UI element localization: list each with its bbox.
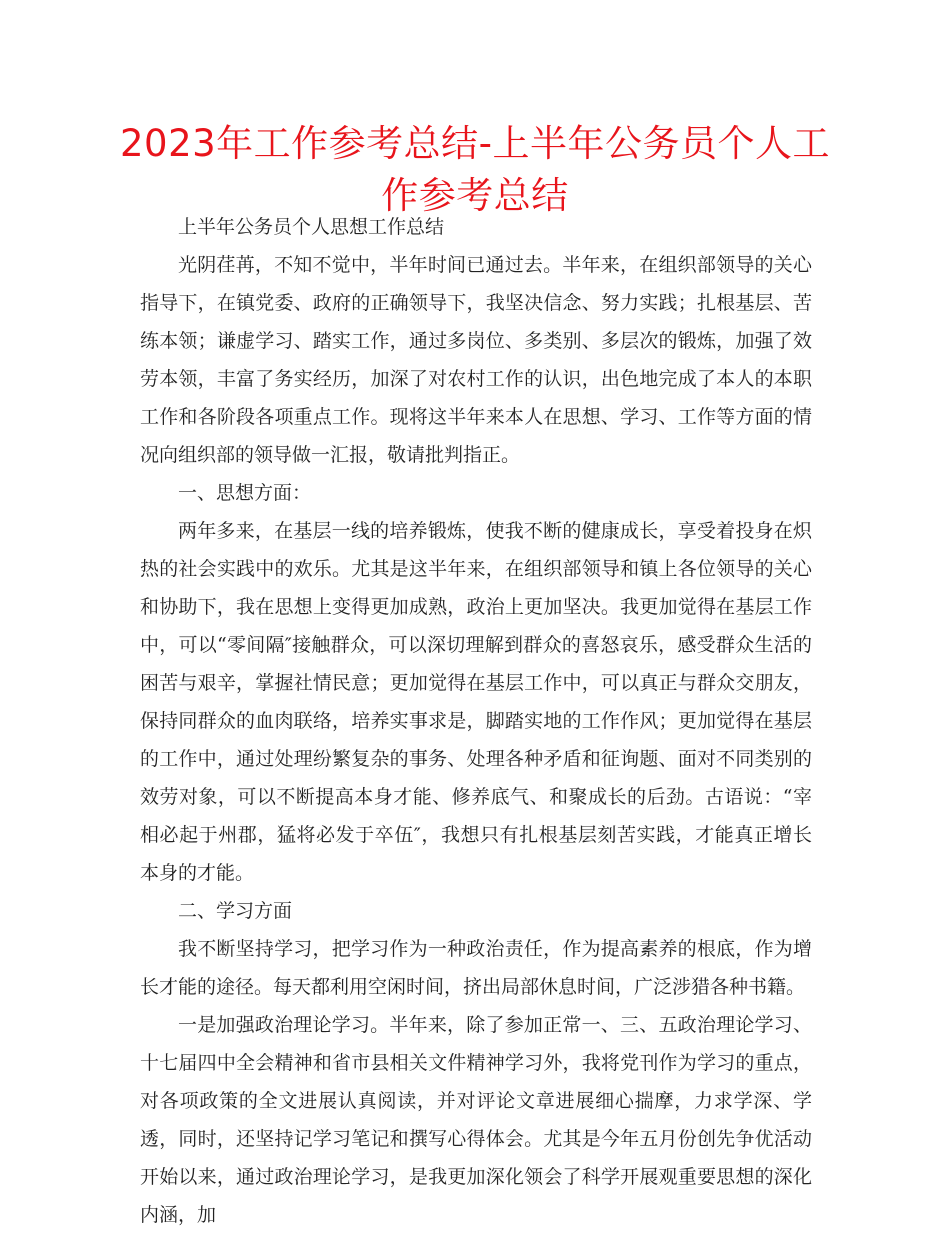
document-title: 2023年工作参考总结-上半年公务员个人工作参考总结 bbox=[120, 122, 831, 217]
document-body bbox=[140, 208, 812, 1234]
body-paragraph: 一是加强政治理论学习。半年来，除了参加正常一、三、五政治理论学习、十七届四中全会精神和省市县相关文件精神学习外，我将党刊作为学习的重点，对各项政策的全文进展认真阅读，并对评论文章进展细心揣摩，力求学深、学透，同时，还坚持记学习笔记和撰写心得体会。尤其是今年五月份创先争优活动开始以来，通过政治理论学习，是我更加深化领会了科学开展观重要思想的深化内涵，加 bbox=[140, 1014, 812, 1226]
section-heading: 二、学习方面 bbox=[178, 900, 293, 922]
body-paragraph: 我不断坚持学习，把学习作为一种政治责任，作为提高素养的根底，作为增长才能的途径。每天都利用空闲时间，挤出局部休息时间，广泛涉猎各种书籍。 bbox=[140, 938, 812, 998]
body-paragraph: 两年多来，在基层一线的培养锻炼，使我不断的健康成长，享受着投身在炽热的社会实践中的欢乐。尤其是这半年来，在组织部领导和镇上各位领导的关心和协助下，我在思想上变得更加成熟，政治上更加坚决。我更加觉得在基层工作中，可以“零间隔″接触群众，可以深切理解到群众的喜怒哀乐，感受群众生活的困苦与艰辛，掌握社情民意；更加觉得在基层工作中，可以真正与群众交朋友，保持同群众的血肉联络，培养实事求是，脚踏实地的工作作风；更加觉得在基层的工作中，通过处理纷繁复杂的事务、处理各种矛盾和征询题、面对不同类别的效劳对象，可以不断提高本身才能、修养底气、和聚成长的后劲。古语说：“宰相必起于州郡，猛将必发于卒伍″，我想只有扎根基层刻苦实践，才能真正增长本身的才能。 bbox=[140, 520, 812, 884]
section-heading: 一、思想方面： bbox=[178, 482, 312, 504]
subtitle-paragraph: 上半年公务员个人思想工作总结 bbox=[178, 216, 445, 238]
body-paragraph: 光阴荏苒，不知不觉中，半年时间已通过去。半年来，在组织部领导的关心指导下，在镇党委、政府的正确领导下，我坚决信念、努力实践；扎根基层、苦练本领；谦虚学习、踏实工作，通过多岗位、多类别、多层次的锻炼，加强了效劳本领，丰富了务实经历，加深了对农村工作的认识，出色地完成了本人的本职工作和各阶段各项重点工作。现将这半年来本人在思想、学习、工作等方面的情况向组织部的领导做一汇报，敬请批判指正。 bbox=[140, 254, 812, 466]
